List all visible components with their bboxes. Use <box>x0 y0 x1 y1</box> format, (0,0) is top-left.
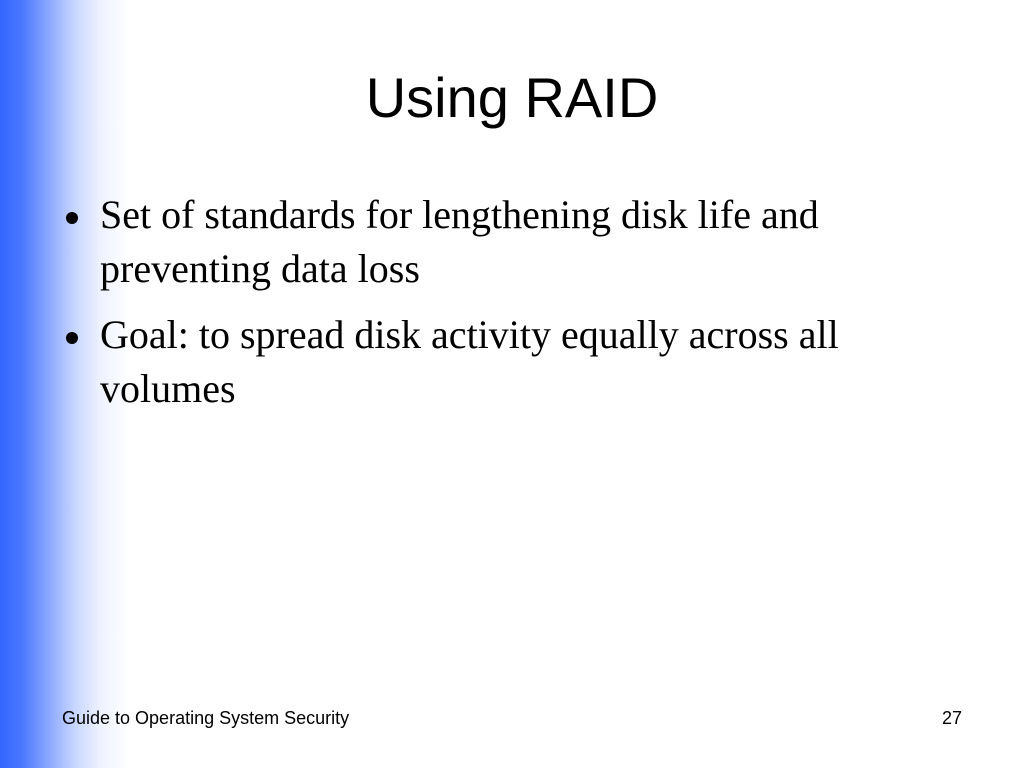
bullet-dot-icon <box>66 332 78 344</box>
bullet-list <box>62 188 962 428</box>
bullet-text: Set of standards for lengthening disk life and preventing data loss <box>100 192 819 291</box>
footer-text: Guide to Operating System Security <box>62 708 350 728</box>
slide-title: Using RAID <box>365 66 659 129</box>
bullet-text: Goal: to spread disk activity equally across all volumes <box>100 312 839 411</box>
bullet-item <box>62 188 962 296</box>
bullet-item <box>62 308 962 416</box>
page-number: 27 <box>941 708 962 728</box>
bullet-dot-icon <box>66 212 78 224</box>
